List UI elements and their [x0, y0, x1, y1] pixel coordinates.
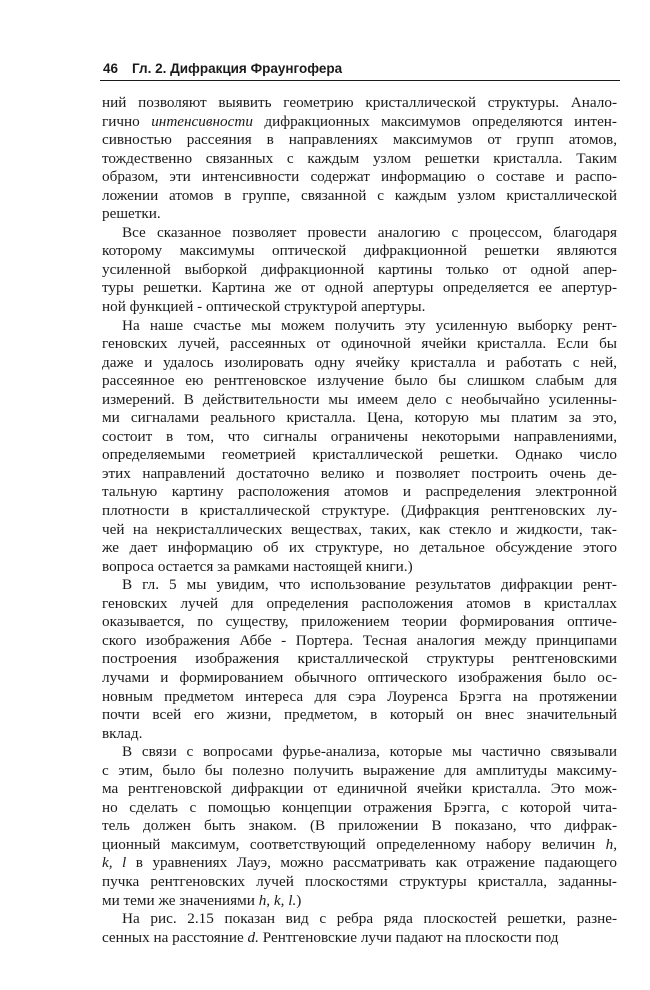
text-line	[102, 688, 617, 707]
text-line	[102, 892, 617, 911]
text-run: с этим, было бы полезно получить выражение для амплитуды максиму-	[102, 761, 617, 779]
text-line	[102, 298, 617, 317]
text-line	[102, 113, 617, 132]
text-run: образом, эти интенсивности содержат информацию о составе и распо-	[102, 168, 617, 186]
text-run: построения изображения кристаллической структуры рентгеновскими	[102, 650, 617, 668]
text-line	[102, 576, 617, 595]
text-run: определяемыми геометрией кристаллической решетки. Однако число	[102, 446, 617, 464]
text-line	[102, 836, 617, 855]
text-line	[102, 372, 617, 391]
text-run: Рентгеновские лучи падают на плоскости под	[258, 928, 559, 946]
text-run: оказывается, по существу, приложением теории формирования оптиче-	[102, 613, 617, 631]
text-line	[102, 632, 617, 651]
text-line	[102, 650, 617, 669]
text-line	[102, 131, 617, 150]
italic-text: h,	[258, 891, 271, 909]
text-run: пучка рентгеновских лучей плоскостями структуры кристалла, заданны-	[102, 872, 617, 890]
text-run: плотности в кристаллической структуре. (Дифракция рентгеновских лу-	[102, 502, 617, 520]
text-run: даже и удалось изолировать одну ячейку кристалла и работать с ней,	[102, 353, 617, 371]
text-line	[102, 224, 617, 243]
italic-text: k, l	[102, 854, 127, 872]
header-rule	[100, 80, 620, 81]
text-line	[102, 539, 617, 558]
text-line	[102, 187, 617, 206]
text-run: гично	[102, 112, 152, 130]
paragraph-4	[102, 576, 617, 743]
text-line	[102, 465, 617, 484]
text-line	[102, 502, 617, 521]
text-run: измерений. В действительности мы имеем дело с необычайно усиленны-	[102, 390, 617, 408]
text-run: лучами и формированием обычного оптического изображения было ос-	[102, 668, 617, 686]
paragraph-6	[102, 910, 617, 947]
text-run: ского изображения Аббе - Портера. Тесная аналогия между принципами	[102, 631, 617, 649]
text-run: тальную картину расположения атомов и распределения электронной	[102, 483, 617, 501]
paragraph-5	[102, 743, 617, 910]
running-head	[103, 60, 618, 78]
text-line	[102, 910, 617, 929]
text-run: этих направлений достаточно велико и позволяет построить очень де-	[102, 464, 617, 482]
text-line	[102, 168, 617, 187]
text-line	[102, 317, 617, 336]
text-line	[102, 261, 617, 280]
body-text	[102, 94, 617, 947]
text-line	[102, 335, 617, 354]
italic-text: d.	[247, 928, 259, 946]
text-run: сенных на расстояние	[102, 928, 248, 946]
text-run: в уравнениях Лауэ, можно рассматривать как отражение падающего	[126, 854, 617, 872]
italic-text: интенсивности	[151, 112, 253, 130]
text-line	[102, 242, 617, 261]
paragraph-3	[102, 317, 617, 577]
text-run: В связи с вопросами фурье-анализа, которые мы частично связывали	[122, 743, 617, 761]
text-run: чей на некристаллических веществах, таких, как стекло и жидкости, так-	[102, 520, 617, 538]
text-run: На рис. 2.15 показан вид с ребра ряда плоскостей решетки, разне-	[122, 910, 617, 928]
text-run: почти всей его жизни, предметом, в который он внес значительный	[102, 706, 617, 724]
text-line	[102, 854, 617, 873]
text-run: вопроса остается за рамками настоящей книги.)	[102, 557, 413, 575]
text-run: вклад.	[102, 724, 143, 742]
text-run: ной функцией - оптической структурой апертуры.	[102, 298, 426, 316]
italic-text: k,	[273, 891, 285, 909]
text-line	[102, 558, 617, 577]
text-run: ма рентгеновской дифракции от единичной ячейки кристалла. Это мож-	[102, 780, 617, 798]
text-line	[102, 613, 617, 632]
text-line	[102, 279, 617, 298]
text-line	[102, 446, 617, 465]
text-line	[102, 94, 617, 113]
italic-text: l.	[288, 891, 297, 909]
paragraph-1	[102, 94, 617, 224]
text-run: ний позволяют выявить геометрию кристаллической структуры. Анало-	[102, 94, 617, 111]
text-line	[102, 391, 617, 410]
text-run: рассеянное ею рентгеновское излучение было бы слишком слабым для	[102, 372, 617, 390]
text-run: сивностью рассеяния в направлениях максимумов от групп атомов,	[102, 131, 617, 149]
text-run: ми сигналами реального кристалла. Цена, которую мы платим за это,	[102, 409, 617, 427]
text-run: же дает информацию об их структуре, но детальное обсуждение этого	[102, 539, 617, 557]
text-line	[102, 725, 617, 744]
text-line	[102, 762, 617, 781]
text-run: ложении атомов в группе, связанной с каждым узлом кристаллической	[102, 186, 617, 204]
text-line	[102, 521, 617, 540]
text-run: решетки.	[102, 205, 161, 223]
text-run: Все сказанное позволяет провести аналогию с процессом, благодаря	[122, 223, 617, 241]
text-run: На наше счастье мы можем получить эту усиленную выборку рент-	[122, 316, 617, 334]
text-run: усиленной выборкой дифракционной картины только от одной апер-	[102, 260, 617, 278]
chapter-title: Гл. 2. Дифракция Фраунгофера	[132, 61, 343, 76]
italic-text: h,	[605, 835, 617, 853]
paragraph-2	[102, 224, 617, 317]
text-line	[102, 409, 617, 428]
text-run: новным предметом интереса для сэра Лоуренса Брэгга на протяжении	[102, 687, 617, 705]
text-line	[102, 743, 617, 762]
text-line	[102, 817, 617, 836]
text-line	[102, 428, 617, 447]
text-line	[102, 929, 617, 948]
text-line	[102, 799, 617, 818]
text-run: тождественно связанных с каждым узлом решетки кристалла. Таким	[102, 149, 617, 167]
text-run: геновских лучей для определения расположения атомов в кристаллах	[102, 594, 617, 612]
text-run: состоит в том, что сигналы ограничены некоторыми направлениями,	[102, 427, 617, 445]
text-run: которому максимумы оптической дифракционной решетки являются	[102, 242, 617, 260]
text-line	[102, 483, 617, 502]
text-line	[102, 595, 617, 614]
text-run: геновских лучей, рассеянных от одиночной ячейки кристалла. Если бы	[102, 335, 617, 353]
text-line	[102, 669, 617, 688]
text-line	[102, 205, 617, 224]
text-run: В гл. 5 мы увидим, что использование результатов дифракции рент-	[122, 576, 617, 594]
page-number: 46	[103, 61, 119, 76]
text-run: тель должен быть знаком. (В приложении В показано, что дифрак-	[102, 817, 617, 835]
text-run: дифракционных максимумов определяются интен-	[252, 112, 617, 130]
text-line	[102, 873, 617, 892]
text-run: ционный максимум, соответствующий определенному набору величин	[102, 835, 606, 853]
text-run: но сделать с помощью концепции отражения Брэгга, с которой чита-	[102, 798, 617, 816]
text-run: )	[296, 891, 302, 909]
text-line	[102, 354, 617, 373]
text-run: ми теми же значениями	[102, 891, 259, 909]
text-line	[102, 706, 617, 725]
text-run: туры решетки. Картина же от одной апертуры определяется ее апертур-	[102, 279, 617, 297]
text-line	[102, 150, 617, 169]
text-line	[102, 780, 617, 799]
